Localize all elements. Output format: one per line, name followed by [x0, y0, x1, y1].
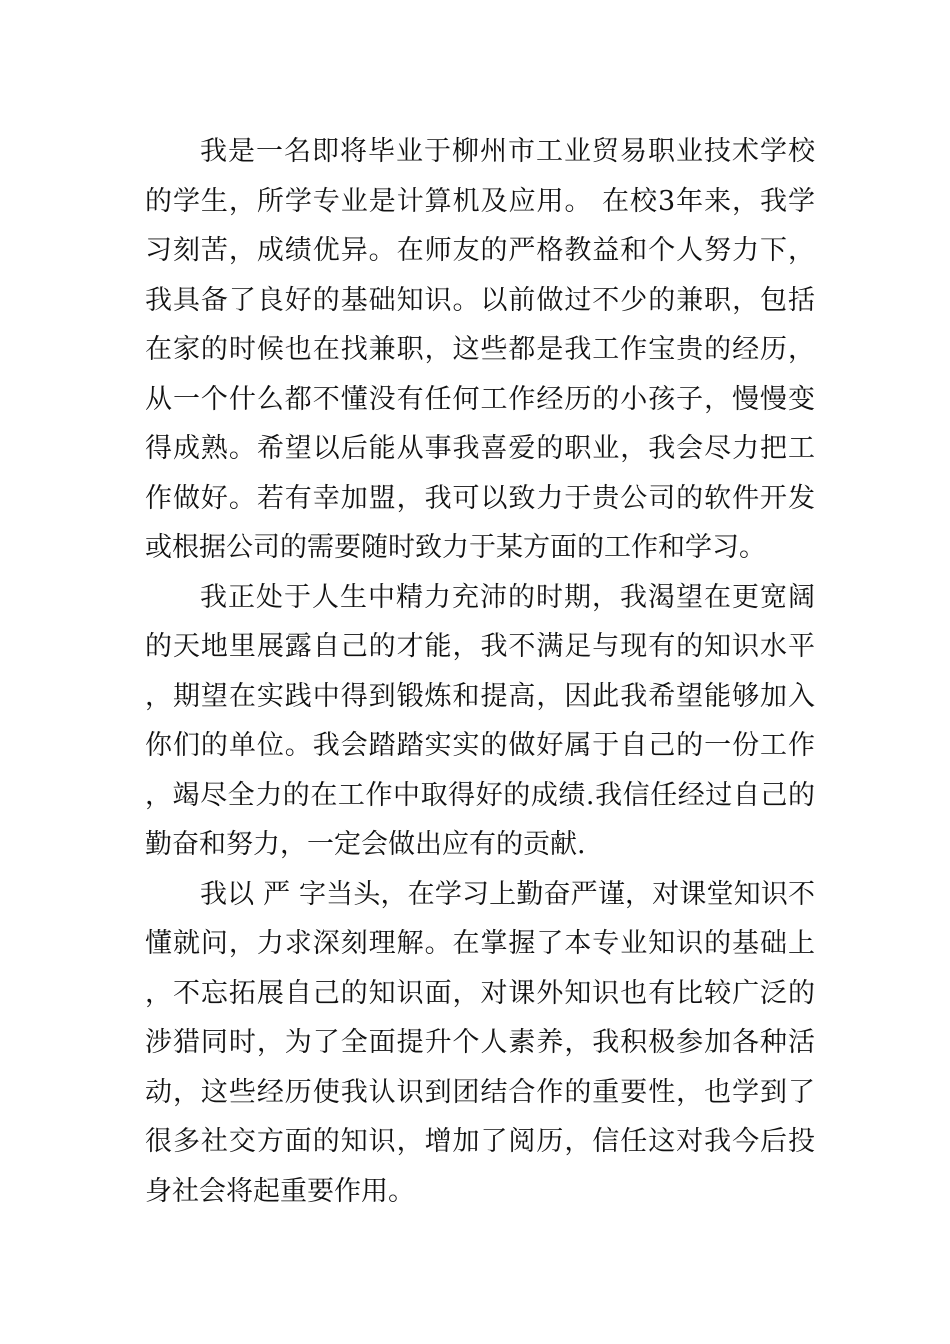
- document-body: [145, 127, 815, 1216]
- paragraph-3: 我以 严 字当头，在学习上勤奋严谨，对课堂知识不懂就问，力求深刻理解。在掌握了本专业知识的基础上，不忘拓展自己的知识面，对课外知识也有比较广泛的涉猎同时，为了全面提升个人素养，我积极参加各种活动，这些经历使我认识到团结合作的重要性，也学到了很多社交方面的知识，增加了阅历，信任这对我今后投身社会将起重要作用。: [145, 878, 815, 1207]
- paragraph-2: 我正处于人生中精力充沛的时期，我渴望在更宽阔的天地里展露自己的才能，我不满足与现有的知识水平，期望在实践中得到锻炼和提高，因此我希望能够加入你们的单位。我会踏踏实实的做好属于自己的一份工作，竭尽全力的在工作中取得好的成绩.我信任经过自己的勤奋和努力，一定会做出应有的贡献.: [145, 581, 815, 860]
- paragraph-1: 我是一名即将毕业于柳州市工业贸易职业技术学校的学生，所学专业是计算机及应用。 在校3年来，我学习刻苦，成绩优异。在师友的严格教益和个人努力下，我具备了良好的基础知识。以前做过不少的兼职，包括在家的时候也在找兼职，这些都是我工作宝贵的经历，从一个什么都不懂没有任何工作经历的小孩子，慢慢变得成熟。希望以后能从事我喜爱的职业，我会尽力把工作做好。若有幸加盟，我可以致力于贵公司的软件开发或根据公司的需要随时致力于某方面的工作和学习。: [145, 136, 815, 563]
